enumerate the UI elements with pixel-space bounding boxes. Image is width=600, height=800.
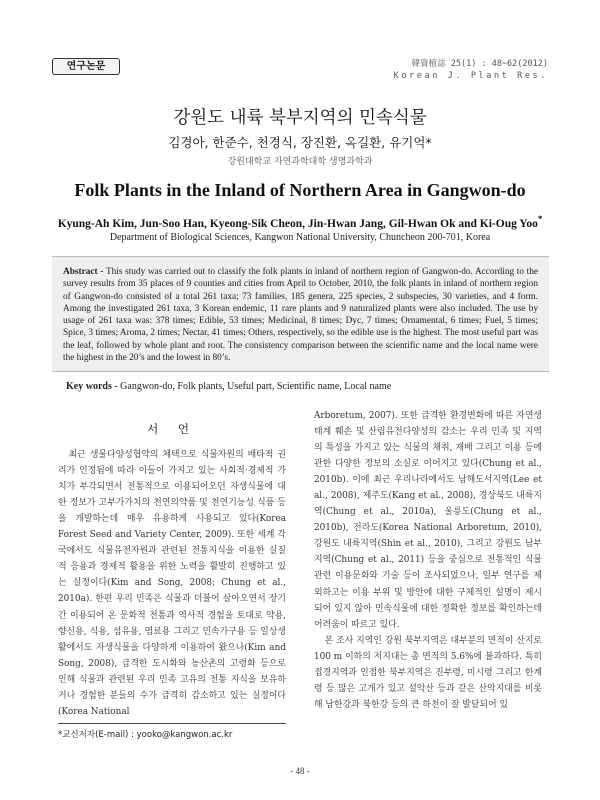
korean-authors: 김경아, 한준수, 천경식, 장진환, 옥길환, 유기억* (168, 135, 432, 150)
english-title: Folk Plants in the Inland of Northern Area in Gangwon-do (74, 180, 526, 200)
page-number: - 48 - (290, 766, 310, 776)
footnote-divider (58, 723, 286, 724)
english-authors-names: Kyung-Ah Kim, Jun-Soo Han, Kyeong-Sik Cheon, Jin-Hwan Jang, Gil-Hwan Ok and Ki-Oug Yoo (57, 217, 538, 230)
body-paragraph: Arboretum, 2007). 또한 급격한 환경변화에 따른 자연생태계 훼손 및 산림유전다양성의 감소는 우리 민족 및 지역의 특성을 가지고 있는 식물의 채취, 재배 그리고 이용 등에 관한 다양한 정보의 소실로 이어지고 있다(Chung et al., 2010b). 이에 최근 우리나라에서도 남해도서지역(Lee et al., 2008), 제주도(Kang et al., 2008), 경상북도 내륙지역(Chung et al., 2010a), 울릉도(Chung et al., 2010b), 전라도(Korea National Arboretum, 2010), 강원도 내륙지역(Shin et al., 2010), 그리고 강원도 남부지역(Chung et al., 2011) 등을 중심으로 전통적인 식물관련 이용문화와 기술 등이 조사되었으나, 일부 연구를 제외하고는 이용 부위 및 방안에 대한 구체적인 설명이 제시되어 있지 않아 민속식물에 대한 정확한 정보를 확인하는데 어려움이 따르고 있다. (314, 411, 542, 630)
keywords (66, 381, 536, 392)
section-heading: 서 언 (147, 422, 197, 436)
abstract-box (52, 256, 549, 372)
journal-citation (394, 58, 548, 82)
korean-title: 강원도 내륙 북부지역의 민속식물 (173, 108, 427, 128)
body-paragraph: 최근 생물다양성협약의 체택으로 식물자원의 배타적 권리가 인정됨에 따라 이들이 가지고 있는 사회적·경제적 가치가 부각되면서 전통적으로 이용되어오던 자생식물에 대한 정보가 고부가가치의 천연의약품 및 천연기능성 식품 등을 개발하는데 매우 유용하게 사용되고 있다(Korea Forest Seed and Variety Center, 2009). 또한 세계 각국에서도 식물유전자원과 관련된 전통지식을 이용한 실질적 응용과 경제적 활용을 위한 노력을 활발히 진행하고 있는 실정이다(Kim and Song, 2008; Chung et al., 2010a). 한편 우리 민족은 식물과 더불어 살아오면서 장기간 이용되어 온 문화적 전통과 역사적 경험을 토대로 약용, 향신용, 식용, 섬유용, 염료용 그리고 민속가구용 등 일상생활에서도 자생식물을 다양하게 이용하여 왔으나(Kim and Song, 2008), 급격한 도시화와 농산촌의 고령화 등으로 인해 식물과 관련된 우리 민족 고유의 전통 지식을 보유하거나 경험한 분들의 수가 급격히 감소하고 있는 실정이다(Korea National (58, 450, 286, 717)
journal-citation-line2: Korean J. Plant Res. (393, 71, 548, 81)
english-authors (0, 214, 600, 230)
keywords-text: Gangwon-do, Folk plants, Useful part, Scientific name, Local name (120, 381, 392, 392)
abstract-text: This study was carried out to classify the folk plants in inland of northern region of Gangwon-do. According to the survey results from 35 places of 9 counties and cities from April to October, 2010, the folk plants in inland of northern region of Gangwon-do consisted of a total 261 taxa; 73 families, 185 genera, 225 species, 2 subspecies, 30 varieties, and 4 form. Among the investigated 261 taxa, 3 Korean endemic, 11 rare plants and 9 naturalized plants were also included. The use by usage of 261 taxa was: 378 times; Edible, 53 times; Medicinal, 8 times; Dyc, 7 times; Ornamental, 6 times; Fuel, 5 times; Spice, 3 times; Aroma, 2 times; Nectar, 41 times; Others, respectively, so the edible use is the highest. The most useful part was the leaf, followed by whole plant and root. The consistency comparison between the scientific name and the local name were the highest in the 20’s and the lowest in 80’s. (63, 267, 539, 364)
corresponding-author-mark: * (537, 214, 543, 224)
body-column-left (58, 408, 286, 720)
corresponding-author-footnote: *교신저자(E-mail) : yooko@kangwon.ac.kr (58, 730, 233, 740)
article-type-badge: 연구논문 (52, 58, 120, 75)
abstract-label: Abstract - (63, 267, 106, 277)
body-paragraph: 본 조사 지역인 강원 북부지역은 대부분의 면적이 산지로 100 m 이하의 저지대는 총 면적의 5.6%에 불과하다. 특히 접경지역과 인접한 북부지역은 진부령, 미시령 그리고 한계령 등 많은 고개가 있고 설악산 등과 같은 산악지대를 비롯해 남한강과 북한강 등의 큰 하천이 잘 발달되어 있 (314, 635, 542, 710)
journal-citation-line1: 韓資植誌 25(1) : 48~62(2012) (411, 59, 548, 69)
keywords-label: Key words - (66, 381, 121, 392)
korean-affiliation: 강원대학교 자연과학대학 생명과학과 (227, 157, 373, 167)
body-column-right (314, 408, 542, 713)
english-affiliation: Department of Biological Sciences, Kangwon National University, Chuncheon 200-701, Korea (109, 232, 491, 243)
